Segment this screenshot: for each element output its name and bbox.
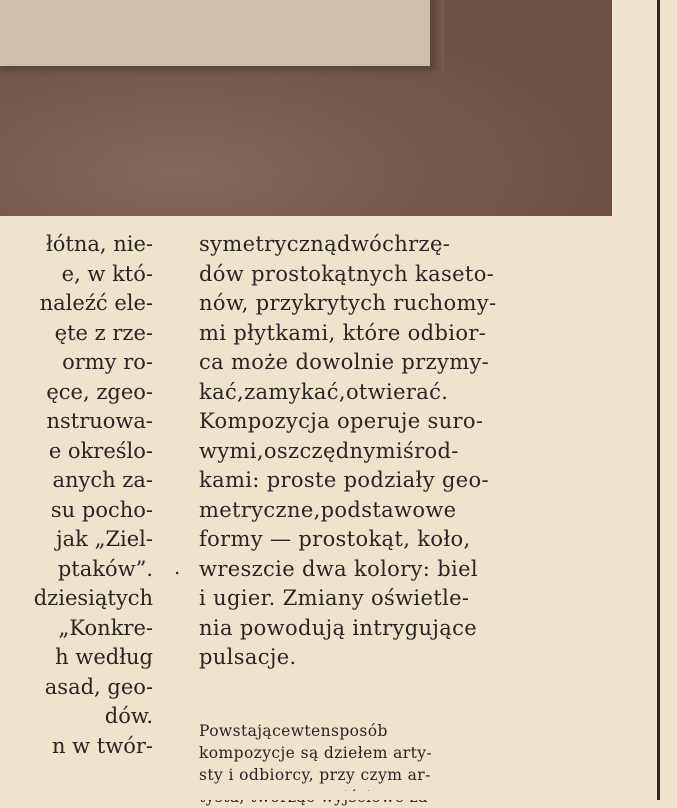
text-line (199, 720, 611, 742)
text-fragment: oszczędnymi (263, 438, 403, 463)
text-line: „Konkre- (58, 615, 153, 640)
text-fragment: formy — prostokąt, koło, (199, 527, 471, 551)
text-fragment: ten (304, 722, 331, 740)
text-line: anych za- (52, 468, 153, 492)
text-line: naleźć ele- (39, 291, 153, 315)
text-fragment: symetryczną (199, 232, 338, 256)
text-fragment: podstawowe (320, 497, 457, 522)
text-fragment: pulsacje. (199, 645, 297, 669)
text-fragment: i ugier. Zmiany oświetle- (199, 586, 470, 610)
text-fragment: Powstające (199, 722, 291, 740)
column-rule (657, 0, 660, 800)
text-line (199, 289, 611, 319)
text-line: nstruowa- (46, 409, 153, 433)
text-line (199, 614, 611, 644)
text-fragment: rzę- (408, 232, 451, 256)
text-fragment: mi płytkami, które odbior- (199, 320, 487, 345)
text-line: n w twór- (51, 733, 153, 758)
text-fragment: nia powodują intrygujące (199, 615, 477, 640)
text-fragment: kompozycje są dziełem arty- (199, 744, 433, 762)
text-line: łótna, nie- (45, 232, 153, 256)
text-line: jak „Ziel- (56, 527, 153, 551)
text-fragment: wreszcie dwa kolory: biel (199, 556, 478, 581)
text-line (199, 496, 611, 526)
text-line (199, 348, 611, 378)
text-fragment: kać, (199, 379, 245, 404)
text-line: dziesiątych (33, 586, 153, 610)
text-line (199, 584, 611, 614)
text-line (199, 407, 611, 437)
artwork-photo (0, 0, 612, 216)
text-fragment: kami: proste podziały geo- (199, 468, 489, 492)
text-line: dów. (104, 704, 153, 728)
text-fragment: dów prostokątnych kaseto- (199, 261, 495, 286)
text-line (199, 643, 611, 673)
left-column-text (0, 230, 153, 761)
text-line: su pocho- (50, 497, 153, 522)
text-line: ęce, zgeo- (46, 379, 153, 404)
text-line: e określo- (48, 438, 153, 463)
text-fragment: metryczne, (199, 497, 321, 522)
text-line (199, 525, 611, 555)
text-fragment: sty i odbiorcy, przy czym ar- (199, 766, 431, 784)
text-line (199, 260, 611, 290)
stray-mark: . (174, 555, 181, 579)
right-column-text (199, 230, 611, 673)
text-fragment: ca może dowolnie przymy- (199, 350, 490, 374)
text-fragment: nów, przykrytych ruchomy- (199, 291, 497, 315)
text-fragment: Kompozycja operuje suro- (199, 409, 484, 433)
page-crop (0, 791, 657, 800)
text-fragment: zamykać, (244, 379, 346, 404)
text-line (199, 742, 611, 764)
text-line (199, 437, 611, 467)
text-line (199, 555, 611, 585)
text-line: ormy ro- (62, 350, 153, 374)
text-line: e, w któ- (61, 261, 153, 286)
text-line: h według (55, 645, 153, 669)
text-fragment: wymi, (199, 438, 264, 463)
text-line (199, 319, 611, 349)
text-line (199, 378, 611, 408)
text-line (199, 466, 611, 496)
text-fragment: w (290, 722, 305, 740)
photo-panel-shadow (430, 0, 444, 70)
text-line (199, 764, 611, 786)
text-line: ęte z rze- (54, 320, 153, 345)
photo-panel (0, 0, 430, 66)
text-fragment: sposób (331, 722, 388, 740)
text-line (199, 230, 611, 260)
text-fragment: dwóch (337, 232, 409, 256)
text-fragment: otwierać. (345, 379, 449, 404)
text-line: asad, geo- (44, 674, 153, 699)
text-fragment: środ- (402, 438, 459, 463)
text-line: ptaków”. (57, 556, 153, 581)
